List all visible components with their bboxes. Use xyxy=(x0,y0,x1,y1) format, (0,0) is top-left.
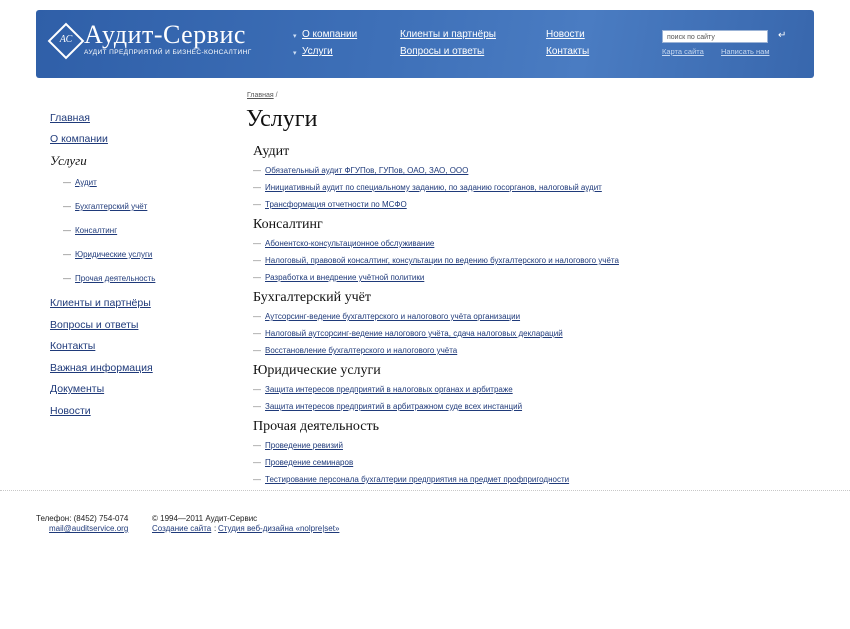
service-link[interactable]: Защита интересов предприятий в налоговых органах и арбитраже xyxy=(265,385,513,394)
dash: — xyxy=(253,183,261,192)
service-link[interactable]: Налоговый аутсорсинг-ведение налогового учёта, сдача налоговых деклараций xyxy=(265,329,563,338)
breadcrumb xyxy=(247,92,278,99)
dash: — xyxy=(253,402,261,411)
dash: — xyxy=(253,441,261,450)
topnav-contacts[interactable]: Контакты xyxy=(546,46,590,57)
site-header xyxy=(36,10,814,78)
sidebar-item-important-info[interactable]: Важная информация xyxy=(50,362,153,374)
service-link[interactable]: Разработка и внедрение учётной политики xyxy=(265,273,425,282)
breadcrumb-home[interactable]: Главная xyxy=(247,92,274,99)
topnav-faq[interactable]: Вопросы и ответы xyxy=(400,46,485,57)
chevron-down-icon: ▾ xyxy=(293,50,297,57)
search-input[interactable]: поиск по сайту xyxy=(662,30,768,43)
dash: — xyxy=(253,475,261,484)
logo-letters: АС xyxy=(59,34,73,45)
sidebar-subitem-accounting[interactable]: Бухгалтерский учёт xyxy=(75,202,148,211)
topnav-clients[interactable]: Клиенты и партнёры xyxy=(400,29,496,40)
footer-studio-link[interactable]: Студия веб-дизайна «nolpre|set» xyxy=(218,524,340,533)
service-link[interactable]: Тестирование персонала бухгалтерии предприятия на предмет профпригодности xyxy=(265,475,570,484)
sidebar-item-about[interactable]: О компании xyxy=(50,133,108,145)
service-link[interactable]: Проведение семинаров xyxy=(265,458,354,467)
topnav-about[interactable]: О компании xyxy=(302,29,358,40)
dash: — xyxy=(63,178,71,187)
sidebar-item-home[interactable]: Главная xyxy=(50,112,90,124)
dash: — xyxy=(63,226,71,235)
dash: — xyxy=(253,385,261,394)
dash: — xyxy=(253,166,261,175)
page-title: Услуги xyxy=(246,106,318,132)
section-title-audit: Аудит xyxy=(253,144,290,159)
sidebar-subitem-legal[interactable]: Юридические услуги xyxy=(75,250,153,259)
section-title-consulting: Консалтинг xyxy=(253,217,323,232)
enter-arrow-icon[interactable]: ↵ xyxy=(778,30,787,41)
footer-copyright: © 1994—2011 Аудит-Сервис xyxy=(152,514,258,523)
dash: — xyxy=(63,274,71,283)
sidebar-subitem-other[interactable]: Прочая деятельность xyxy=(75,274,156,283)
service-link[interactable]: Проведение ревизий xyxy=(265,441,343,450)
dash: — xyxy=(63,202,71,211)
footer-site-created-link[interactable]: Создание сайта xyxy=(152,524,212,533)
dash: — xyxy=(253,346,261,355)
service-link[interactable]: Защита интересов предприятий в арбитражном суде всех инстанций xyxy=(265,402,523,411)
dash: — xyxy=(253,312,261,321)
sidebar-item-faq[interactable]: Вопросы и ответы xyxy=(50,319,139,331)
sidebar-subitem-audit[interactable]: Аудит xyxy=(75,178,97,187)
footer-separator: : xyxy=(214,524,217,533)
logo-title[interactable]: Аудит-Сервис xyxy=(84,20,246,49)
sidebar-item-services[interactable]: Услуги xyxy=(50,153,87,168)
chevron-down-icon: ▾ xyxy=(293,33,297,40)
sidebar-item-news[interactable]: Новости xyxy=(50,405,91,417)
service-link[interactable]: Абонентско-консультационное обслуживание xyxy=(265,239,435,248)
service-link[interactable]: Налоговый, правовой консалтинг, консультации по ведению бухгалтерского и налогового учёта xyxy=(265,256,619,265)
dash: — xyxy=(63,250,71,259)
dash: — xyxy=(253,256,261,265)
service-link[interactable]: Обязательный аудит ФГУПов, ГУПов, ОАО, ЗАО, ООО xyxy=(265,166,469,175)
dash: — xyxy=(253,239,261,248)
sidebar-item-documents[interactable]: Документы xyxy=(50,383,105,395)
sidebar-subitem-consulting[interactable]: Консалтинг xyxy=(75,226,118,235)
section-title-other: Прочая деятельность xyxy=(253,419,379,434)
section-title-legal: Юридические услуги xyxy=(253,363,381,378)
logo-subtitle: АУДИТ ПРЕДПРИЯТИЙ И БИЗНЕС-КОНСАЛТИНГ xyxy=(84,49,252,56)
footer-email-link[interactable]: mail@auditservice.org xyxy=(49,524,129,533)
write-us-link[interactable]: Написать нам xyxy=(721,47,770,56)
service-link[interactable]: Восстановление бухгалтерского и налогового учёта xyxy=(265,346,458,355)
dash: — xyxy=(253,458,261,467)
footer-divider xyxy=(0,490,850,491)
sidebar-item-contacts[interactable]: Контакты xyxy=(50,340,96,352)
footer-phone: Телефон: (8452) 754-074 xyxy=(36,514,129,523)
topnav-news[interactable]: Новости xyxy=(546,29,585,40)
service-link[interactable]: Инициативный аудит по специальному заданию, по заданию госорганов, налоговый аудит xyxy=(265,183,602,192)
service-link[interactable]: Аутсорсинг-ведение бухгалтерского и налогового учёта организации xyxy=(265,312,521,321)
dash: — xyxy=(253,329,261,338)
dash: — xyxy=(253,273,261,282)
sidebar-item-clients[interactable]: Клиенты и партнёры xyxy=(50,297,151,309)
topnav-services[interactable]: Услуги xyxy=(302,46,333,57)
section-title-accounting: Бухгалтерский учёт xyxy=(253,290,371,305)
sitemap-link[interactable]: Карта сайта xyxy=(662,47,704,56)
service-link[interactable]: Трансформация отчетности по МСФО xyxy=(265,200,407,209)
dash: — xyxy=(253,200,261,209)
breadcrumb-separator: / xyxy=(273,92,278,99)
